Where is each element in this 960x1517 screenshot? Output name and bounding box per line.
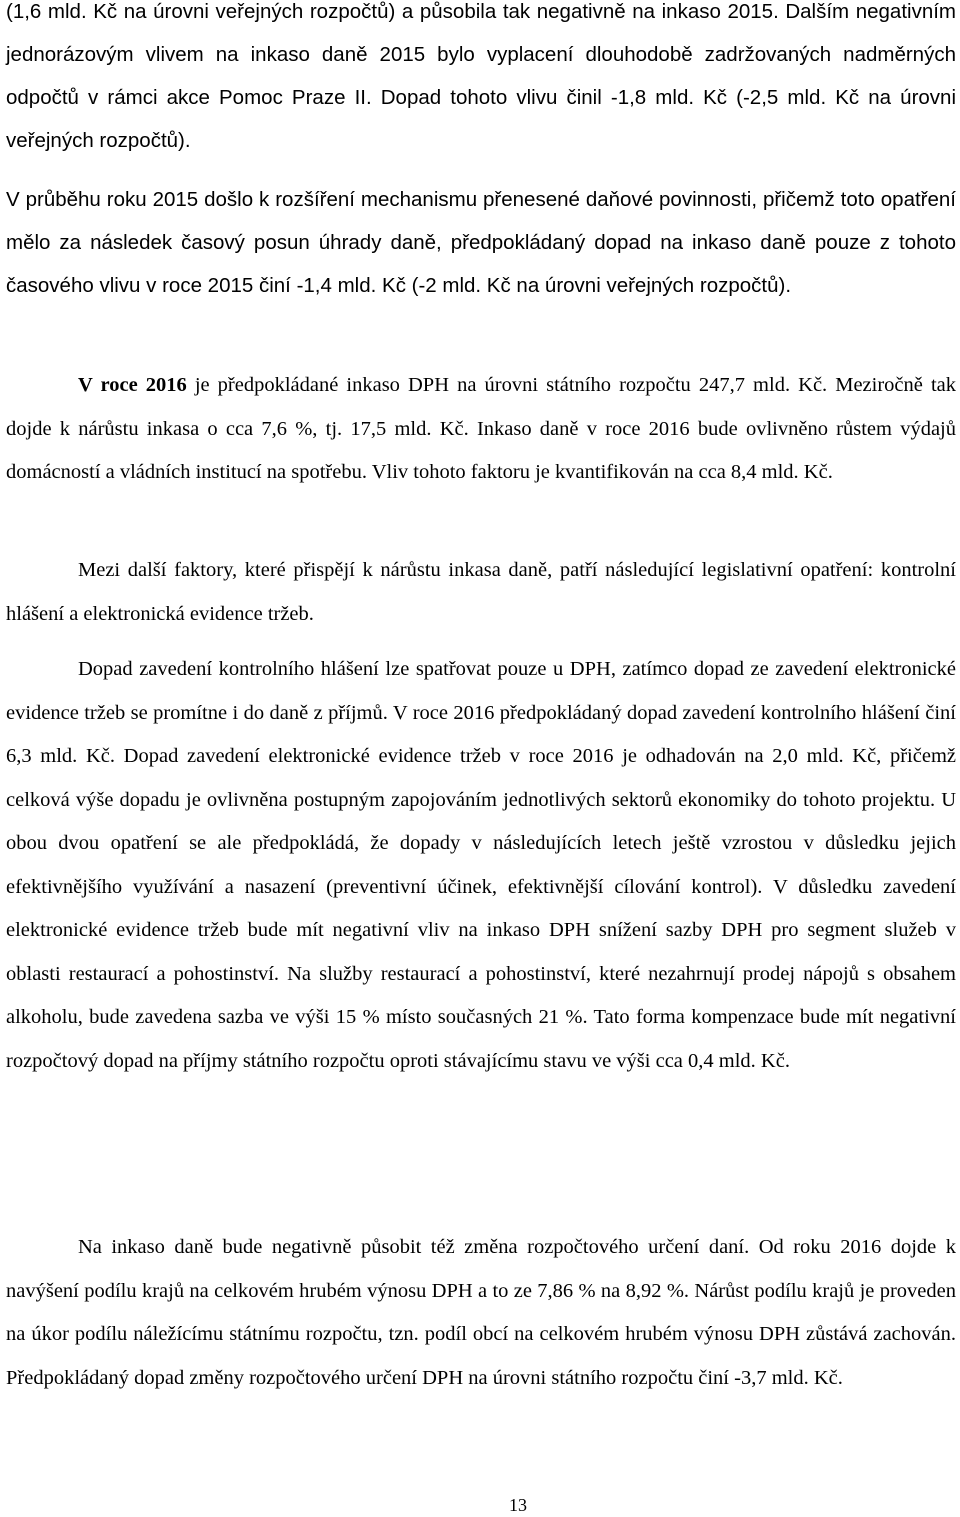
page-number: 13 (509, 1495, 527, 1515)
paragraph-body: je předpokládané inkaso DPH na úrovni státního rozpočtu 247,7 mld. Kč. Meziročně tak dojde k nárůstu inkasa o cca 7,6 %, tj. 17,5 mld. Kč. Inkaso daně v roce 2016 bude ovlivněno růstem výdajů domácností a vládních institucí na spotřebu. Vliv tohoto faktoru je kvantifikován na cca 8,4 mld. Kč. (6, 374, 956, 483)
paragraph-legislative-measures: Mezi další faktory, které přispějí k nárůstu inkasa daně, patří následující legislativní opatření: kontrolní hlášení a elektronická evidence tržeb. (6, 559, 956, 625)
paragraph-control-report: Dopad zavedení kontrolního hlášení lze spatřovat pouze u DPH, zatímco dopad ze zavedení elektronické evidence tržeb se promítne i do daně z příjmů. V roce 2016 předpokládaný dopad zavedení kontrolního hlášení činí 6,3 mld. Kč. Dopad zavedení elektronické evidence tržeb v roce 2016 je odhadován na 2,0 mld. Kč, přičemž celková výše dopadu je ovlivněna postupným zapojováním jednotlivých sektorů ekonomiky do tohoto projektu. U obou dvou opatření se ale předpokládá, že dopady v následujících letech ještě vzrostou v důsledku jejich efektivnějšího využívání a nasazení (preventivní účinek, efektivnější cílování kontrol). V důsledku zavedení elektronické evidence tržeb bude mít negativní vliv na inkaso DPH snížení sazby DPH pro segment služeb v oblasti restaurací a pohostinství. Na služby restaurací a pohostinství, které nezahrnují prodej nápojů s obsahem alkoholu, bude zavedena sazba ve výši 15 % místo současných 21 %. Tato forma kompenzace bude mít negativní rozpočtový dopad na příjmy státního rozpočtu oproti stávajícímu stavu ve výši cca 0,4 mld. Kč. (6, 658, 956, 1072)
paragraph-continuation: (1,6 mld. Kč na úrovni veřejných rozpočtů) a působila tak negativně na inkaso 2015. Dalším negativním jednorázovým vlivem na inkaso daně 2015 bylo vyplacení dlouhodobě zadržovaných nadměrných odpočtů v rámci akce Pomoc Praze II. Dopad tohoto vlivu činil -1,8 mld. Kč (-2,5 mld. Kč na úrovni veřejných rozpočtů). (6, 0, 956, 152)
paragraph-reverse-charge: V průběhu roku 2015 došlo k rozšíření mechanismu přenesené daňové povinnosti, přičemž toto opatření mělo za následek časový posun úhrady daně, předpokládaný dopad na inkaso daně pouze z tohoto časového vlivu v roce 2015 činí -1,4 mld. Kč (-2 mld. Kč na úrovni veřejných rozpočtů). (6, 188, 956, 297)
paragraph-vat-2016 (6, 364, 956, 495)
paragraph-budget-allocation: Na inkaso daně bude negativně působit též změna rozpočtového určení daní. Od roku 2016 dojde k navýšení podílu krajů na celkovém hrubém výnosu DPH a to ze 7,86 % na 8,92 %. Nárůst podílu krajů je proveden na úkor podílu náležícímu státnímu rozpočtu, tzn. podíl obcí na celkovém hrubém výnosu DPH zůstává zachován. Předpokládaný dopad změny rozpočtového určení DPH na úrovni státního rozpočtu činí -3,7 mld. Kč. (6, 1236, 956, 1389)
paragraph-lead-bold: V roce 2016 (78, 374, 187, 396)
